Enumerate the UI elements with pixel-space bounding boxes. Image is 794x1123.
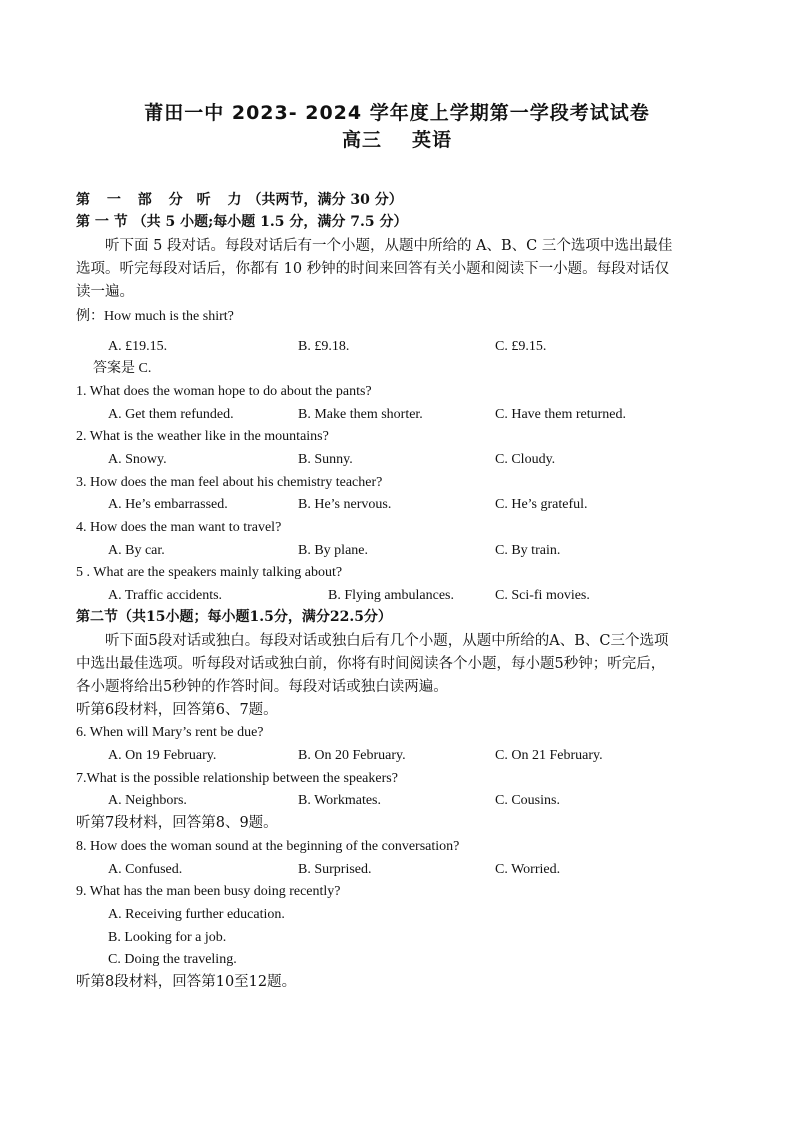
- question-2: 2. What is the weather like in the mountains?: [76, 429, 329, 444]
- part1-heading: 第 一 部 分 听 力（共两节，满分 30 分）: [76, 192, 403, 208]
- option-c: C. By train.: [495, 543, 561, 558]
- option-c: C. Worried.: [495, 862, 561, 877]
- section1-instructions-2: 选项。听完每段对话后，你都有 10 秒钟的时间来回答有关小题和阅读下一小题。每段对话仅: [76, 261, 670, 277]
- material-7-note: 听第7段材料，回答第8、9题。: [76, 815, 278, 831]
- question-1: 1. What does the woman hope to do about the pants?: [76, 384, 372, 399]
- question-4: 4. How does the man want to travel?: [76, 520, 282, 535]
- option-a: A. By car.: [108, 543, 165, 558]
- material-8-note: 听第8段材料，回答第10至12题。: [76, 974, 297, 990]
- question-6: 6. When will Mary’s rent be due?: [76, 725, 264, 740]
- option-a: A. Traffic accidents.: [108, 588, 223, 603]
- option-b: B. Sunny.: [298, 452, 353, 467]
- section2-instructions-3: 各小题将给出5秒钟的作答时间。每段对话或独白读两遍。: [76, 679, 448, 695]
- option-b: B. Workmates.: [298, 793, 381, 808]
- section1-instructions-1: 听下面 5 段对话。每段对话后有一个小题，从题中所给的 A、B、C 三个选项中选出最佳: [105, 238, 673, 254]
- example-answer: 答案是 C.: [93, 361, 152, 376]
- example-question: 例：How much is the shirt?: [76, 309, 234, 324]
- option-c: C. £9.15.: [495, 339, 547, 354]
- question-7: 7.What is the possible relationship between the speakers?: [76, 771, 398, 786]
- section2-instructions-2: 中选出最佳选项。听每段对话或独白前，你将有时间阅读各个小题，每小题5秒钟；听完后，: [76, 656, 666, 672]
- option-a: A. Get them refunded.: [108, 407, 234, 422]
- option-b: B. He’s nervous.: [298, 497, 392, 512]
- grade-label: 高三: [341, 129, 382, 151]
- section1-heading: 第 一 节 （共 5 小题;每小题 1.5 分，满分 7.5 分）: [76, 214, 408, 230]
- exam-subtitle: [0, 125, 794, 152]
- option-b: B. £9.18.: [298, 339, 350, 354]
- question-5: 5 . What are the speakers mainly talking about?: [76, 565, 343, 580]
- option-c: C. Cloudy.: [495, 452, 556, 467]
- option-b: B. Surprised.: [298, 862, 372, 877]
- option-c: C. On 21 February.: [495, 748, 603, 763]
- question-3: 3. How does the man feel about his chemistry teacher?: [76, 475, 383, 490]
- question-9: 9. What has the man been busy doing recently?: [76, 884, 341, 899]
- option-b: B. Make them shorter.: [298, 407, 423, 422]
- exam-title: 莆田一中 2023- 2024 学年度上学期第一学段考试试卷: [144, 102, 650, 124]
- option-b: B. On 20 February.: [298, 748, 406, 763]
- subject-label: 英语: [412, 129, 453, 151]
- question-9-option-a: A. Receiving further education.: [108, 907, 285, 922]
- question-9-option-b: B. Looking for a job.: [108, 930, 227, 945]
- option-a: A. He’s embarrassed.: [108, 497, 228, 512]
- option-a: A. Neighbors.: [108, 793, 187, 808]
- section1-instructions-3: 读一遍。: [76, 284, 134, 300]
- question-8: 8. How does the woman sound at the beginning of the conversation?: [76, 839, 460, 854]
- option-c: C. Cousins.: [495, 793, 560, 808]
- option-c: C. He’s grateful.: [495, 497, 588, 512]
- option-a: A. Confused.: [108, 862, 183, 877]
- option-c: C. Sci-fi movies.: [495, 588, 590, 603]
- section2-instructions-1: 听下面5段对话或独白。每段对话或独白后有几个小题，从题中所给的A、B、C三个选项: [105, 633, 669, 649]
- option-c: C. Have them returned.: [495, 407, 627, 422]
- option-b: B. By plane.: [298, 543, 368, 558]
- option-a: A. £19.15.: [108, 339, 168, 354]
- material-6-note: 听第6段材料，回答第6、7题。: [76, 702, 278, 718]
- question-9-option-c: C. Doing the traveling.: [108, 952, 237, 967]
- option-a: A. Snowy.: [108, 452, 167, 467]
- option-a: A. On 19 February.: [108, 748, 217, 763]
- section2-heading: 第二节（共15小题；每小题1.5分，满分22.5分）: [76, 609, 392, 625]
- option-b: B. Flying ambulances.: [328, 588, 454, 603]
